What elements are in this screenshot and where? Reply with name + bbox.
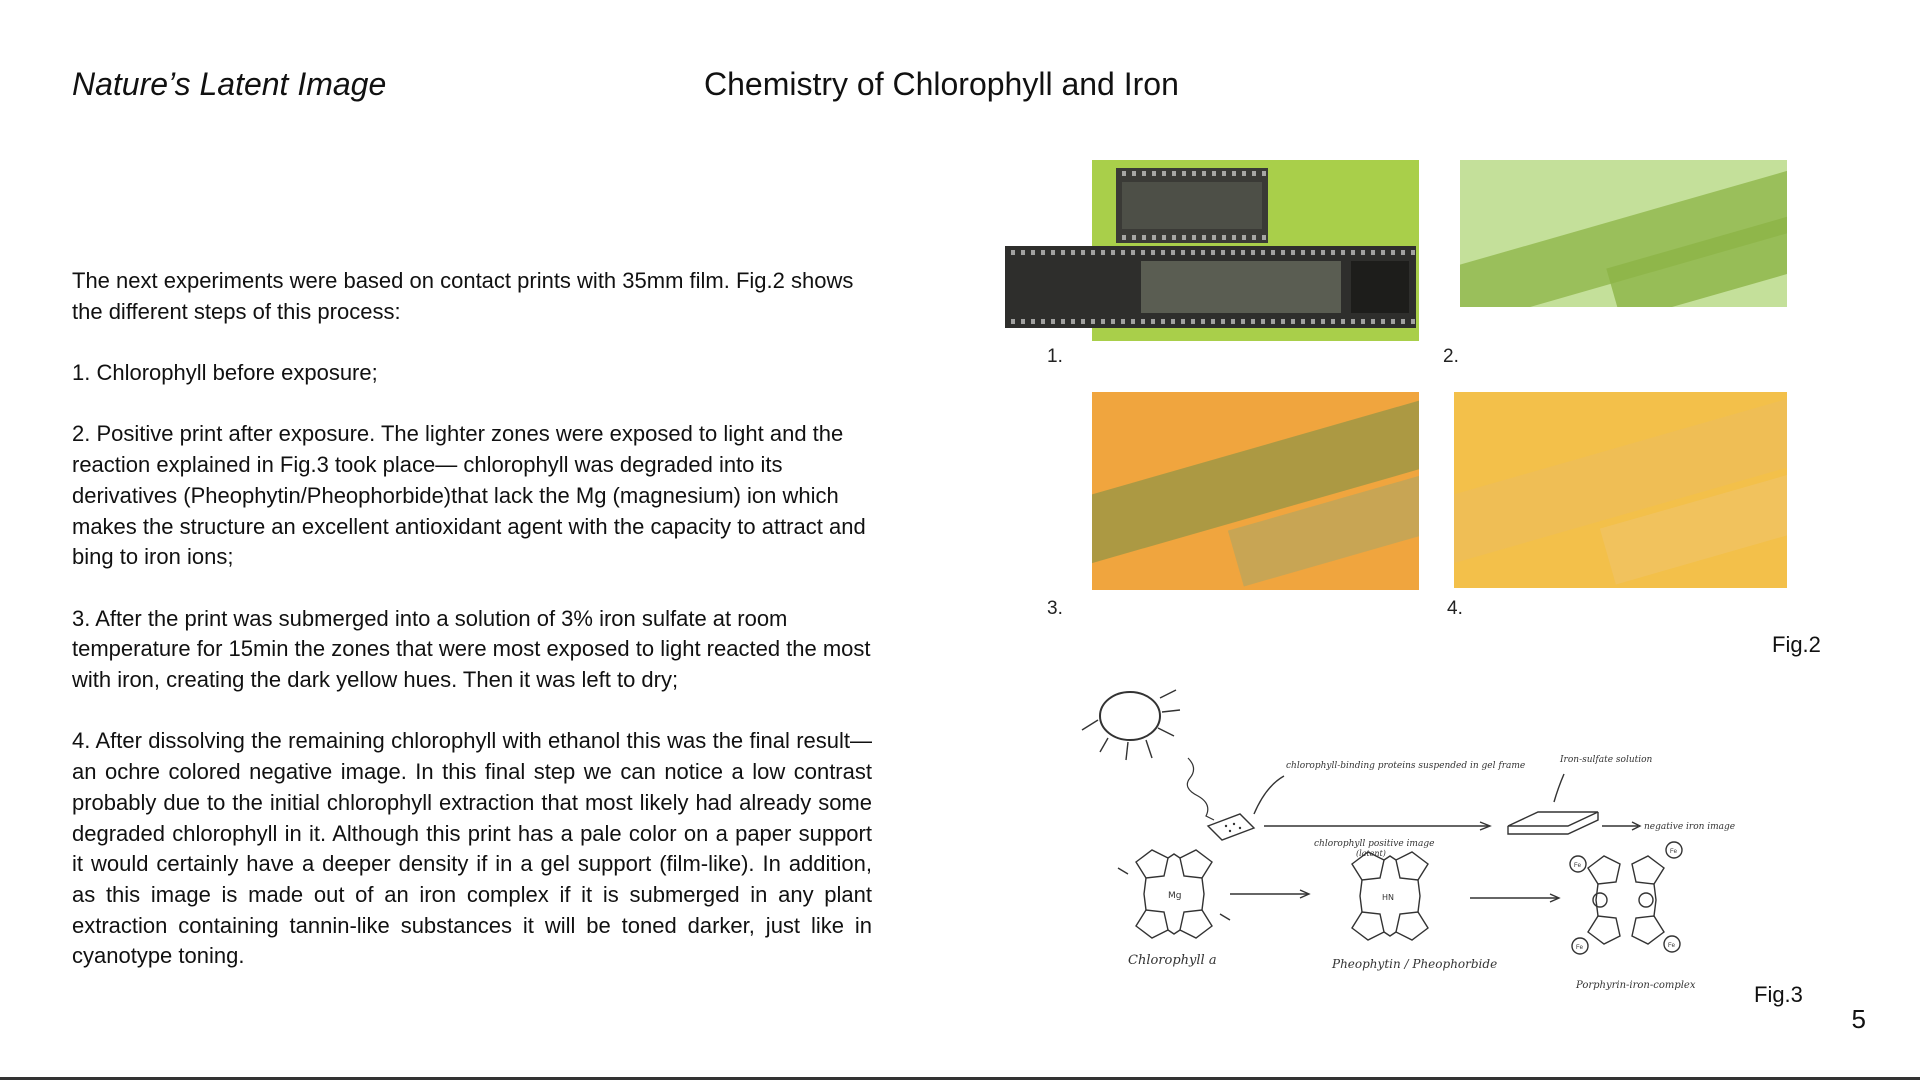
svg-text:Fe: Fe bbox=[1668, 943, 1676, 949]
iron-solution-tray bbox=[1508, 812, 1598, 826]
note-positive-image: chlorophyll positive image bbox=[1314, 839, 1435, 849]
page-number: 5 bbox=[1851, 1004, 1866, 1034]
panel-label-1: 1. bbox=[1047, 346, 1063, 367]
step-2-paragraph: 2. Positive print after exposure. The lighter zones were exposed to light and the reaction explained in Fig.3 took place— chlorophyll was degraded into its derivatives (Pheophytin/Pheophorbide)that lack the Mg (magnesium) ion which makes the structure an excellent antioxidant agent with the capacity to attract and bing to iron ions; bbox=[72, 421, 866, 570]
print-panel-4 bbox=[1454, 392, 1787, 588]
svg-text:Fe: Fe bbox=[1574, 863, 1582, 869]
sun-icon bbox=[1082, 690, 1180, 760]
print-panel-3 bbox=[1092, 392, 1419, 590]
intro-paragraph: The next experiments were based on contact prints with 35mm film. Fig.2 shows the different steps of this process: bbox=[72, 268, 854, 324]
body-text bbox=[72, 266, 872, 972]
figure-3-label: Fig.3 bbox=[1754, 982, 1803, 1007]
figure-2-label: Fig.2 bbox=[1772, 632, 1821, 657]
pheophytin-molecule bbox=[1352, 852, 1428, 940]
porphyrin-iron-molecule bbox=[1570, 842, 1682, 954]
step-3-paragraph: 3. After the print was submerged into a solution of 3% iron sulfate at room temperature for 15min the zones that were most exposed to light reacted the most with iron, creating the dark yellow hues. Then it was left to dry; bbox=[72, 605, 871, 693]
step-4-paragraph: 4. After dissolving the remaining chlorophyll with ethanol this was the final result— an ochre colored negative image. In this final step we can notice a low contrast probably due to the initial chlorophyll extraction that most likely had already some degraded chlorophyll in it. Although this print has a pale color on a paper support it would certainly have a deeper density if in a gel support (film-like). In addition, as this image is made out of an iron complex if it is submerged in any plant extraction containing tannin-like substances it will be toned darker, just like in cyanotype toning. bbox=[72, 728, 872, 969]
label-porphyrin-iron: Porphyrin-iron-complex bbox=[1576, 980, 1696, 991]
gel-frame bbox=[1208, 814, 1254, 840]
svg-text:Mg: Mg bbox=[1168, 891, 1182, 901]
page-title: Chemistry of Chlorophyll and Iron bbox=[704, 66, 1179, 102]
svg-text:Fe: Fe bbox=[1576, 945, 1584, 951]
svg-text:HN: HN bbox=[1382, 893, 1394, 902]
svg-text:Fe: Fe bbox=[1670, 849, 1678, 855]
print-panel-2 bbox=[1460, 160, 1787, 307]
figure-3 bbox=[1078, 676, 1746, 1016]
note-latent: (latent) bbox=[1356, 849, 1386, 858]
film-strip-long bbox=[1005, 246, 1416, 328]
series-title: Nature’s Latent Image bbox=[72, 66, 387, 102]
panel-label-3: 3. bbox=[1047, 598, 1063, 619]
label-pheophytin: Pheophytin / Pheophorbide bbox=[1332, 957, 1498, 971]
panel-label-4: 4. bbox=[1447, 598, 1463, 619]
note-negative-image: negative iron image bbox=[1644, 822, 1736, 832]
note-gel-frame: chlorophyll-binding proteins suspended in gel frame bbox=[1286, 761, 1526, 771]
film-strip-short bbox=[1116, 168, 1268, 243]
note-iron-solution: Iron-sulfate solution bbox=[1560, 755, 1653, 765]
chlorophyll-reaction-sketch bbox=[1078, 676, 1746, 1016]
panel-label-2: 2. bbox=[1443, 346, 1459, 367]
step-1-paragraph: 1. Chlorophyll before exposure; bbox=[72, 360, 378, 386]
chlorophyll-molecule bbox=[1118, 850, 1230, 938]
label-chlorophyll: Chlorophyll a bbox=[1128, 953, 1217, 968]
